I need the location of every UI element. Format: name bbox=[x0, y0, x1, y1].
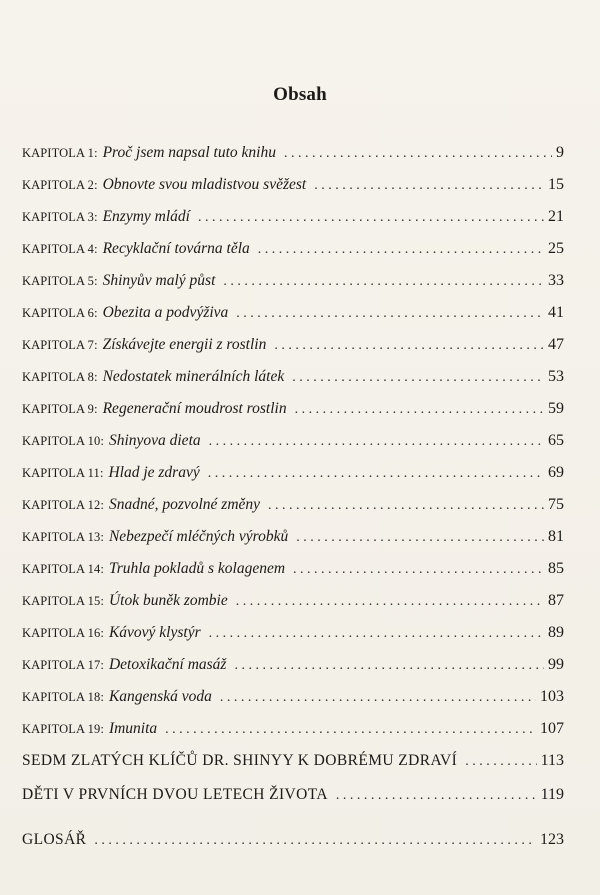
leader-dots bbox=[208, 466, 544, 482]
chapter-title: Získávejte energii z rostlin bbox=[102, 336, 267, 353]
leader-dots bbox=[258, 242, 544, 258]
chapter-label: KAPITOLA 19 bbox=[22, 722, 101, 736]
leader-dots bbox=[292, 370, 544, 386]
toc-entry: KAPITOLA 11 : Hlad je zdravý . . . 69 bbox=[22, 464, 564, 494]
page-number: 33 bbox=[548, 272, 564, 289]
page-number: 47 bbox=[548, 336, 564, 353]
page-number: 119 bbox=[540, 786, 564, 803]
chapter-title: Kávový klystýr bbox=[108, 624, 201, 641]
leader-dots bbox=[296, 530, 544, 546]
chapter-label: KAPITOLA 16 bbox=[22, 626, 101, 640]
toc-entry: KAPITOLA 6 : Obezita a podvýživa . . . 41 bbox=[22, 304, 564, 334]
chapter-title: Kangenská voda bbox=[108, 688, 212, 705]
toc-entry: KAPITOLA 4 : Recyklační továrna těla . . . 25 bbox=[22, 240, 564, 270]
chapter-label: KAPITOLA 8 bbox=[22, 370, 94, 384]
chapter-title: Imunita bbox=[108, 720, 158, 737]
toc-entry: KAPITOLA 17 : Detoxikační masáž . . . 99 bbox=[22, 656, 564, 686]
chapter-label: KAPITOLA 15 bbox=[22, 594, 101, 608]
page-number: 59 bbox=[548, 400, 564, 417]
page-number: 87 bbox=[548, 592, 564, 609]
chapter-label: KAPITOLA 12 bbox=[22, 498, 101, 512]
page-number: 9 bbox=[556, 144, 564, 161]
toc-entry: KAPITOLA 12 : Snadné, pozvolné změny . . . 75 bbox=[22, 496, 564, 526]
chapter-title: Obnovte svou mladistvou svěžest bbox=[102, 176, 307, 193]
leader-dots bbox=[236, 306, 544, 322]
leader-dots bbox=[198, 210, 544, 226]
page-title: Obsah bbox=[273, 84, 327, 105]
leader-dots bbox=[274, 338, 544, 354]
chapter-label: KAPITOLA 2 bbox=[22, 178, 94, 192]
toc-entry: KAPITOLA 15 : Útok buněk zombie . . . 87 bbox=[22, 592, 564, 622]
toc-entry bbox=[22, 786, 564, 816]
page-number: 107 bbox=[540, 720, 564, 737]
page-number: 41 bbox=[548, 304, 564, 321]
leader-dots bbox=[220, 690, 536, 706]
page-number: 113 bbox=[540, 752, 564, 769]
chapter-label: KAPITOLA 13 bbox=[22, 530, 101, 544]
page-number: 21 bbox=[548, 208, 564, 225]
toc-entry bbox=[22, 752, 564, 782]
leader-dots bbox=[234, 658, 544, 674]
leader-dots bbox=[209, 626, 544, 642]
chapter-title: Detoxikační masáž bbox=[108, 656, 227, 673]
chapter-title: Enzymy mládí bbox=[102, 208, 190, 225]
section-title: SEDM ZLATÝCH KLÍČŮ DR. SHINYY K DOBRÉMU ZDRAVÍ bbox=[22, 752, 458, 769]
chapter-title: Regenerační moudrost rostlin bbox=[102, 400, 287, 417]
leader-dots bbox=[314, 178, 544, 194]
chapter-title: Recyklační továrna těla bbox=[102, 240, 250, 257]
leader-dots bbox=[284, 146, 552, 162]
page-number: 65 bbox=[548, 432, 564, 449]
leader-dots bbox=[293, 562, 544, 578]
toc-entry: KAPITOLA 1 : Proč jsem napsal tuto knihu . . . 9 bbox=[22, 144, 564, 174]
page-number: 99 bbox=[548, 656, 564, 673]
page-number: 25 bbox=[548, 240, 564, 257]
page-number: 85 bbox=[548, 560, 564, 577]
page-number: 123 bbox=[540, 831, 564, 848]
chapter-title: Nedostatek minerálních látek bbox=[102, 368, 285, 385]
page-number: 15 bbox=[548, 176, 564, 193]
toc-entry bbox=[22, 831, 564, 861]
chapter-label: KAPITOLA 3 bbox=[22, 210, 94, 224]
page-number: 103 bbox=[540, 688, 564, 705]
chapter-label: KAPITOLA 7 bbox=[22, 338, 94, 352]
leader-dots bbox=[94, 833, 536, 849]
leader-dots bbox=[465, 754, 536, 770]
leader-dots bbox=[165, 722, 536, 738]
page-number: 69 bbox=[548, 464, 564, 481]
chapter-title: Shinyova dieta bbox=[108, 432, 201, 449]
page-number: 75 bbox=[548, 496, 564, 513]
chapter-title: Hlad je zdravý bbox=[108, 464, 200, 481]
toc-entry: KAPITOLA 7 : Získávejte energii z rostlin . . . 47 bbox=[22, 336, 564, 366]
chapter-label: KAPITOLA 4 bbox=[22, 242, 94, 256]
chapter-label: KAPITOLA 5 bbox=[22, 274, 94, 288]
chapter-title: Shinyův malý půst bbox=[102, 272, 216, 289]
chapter-title: Nebezpečí mléčných výrobků bbox=[108, 528, 289, 545]
chapter-label: KAPITOLA 1 bbox=[22, 146, 94, 160]
leader-dots bbox=[209, 434, 544, 450]
chapter-title: Truhla pokladů s kolagenem bbox=[108, 560, 286, 577]
chapter-title: Obezita a podvýživa bbox=[102, 304, 229, 321]
chapter-label: KAPITOLA 17 bbox=[22, 658, 101, 672]
leader-dots bbox=[268, 498, 544, 514]
toc-entry: KAPITOLA 18 : Kangenská voda . . . 103 bbox=[22, 688, 564, 718]
toc-entry: KAPITOLA 10 : Shinyova dieta . . . 65 bbox=[22, 432, 564, 462]
chapter-label: KAPITOLA 18 bbox=[22, 690, 101, 704]
toc-entry: KAPITOLA 14 : Truhla pokladů s kolagenem . . . 85 bbox=[22, 560, 564, 590]
chapter-title: Útok buněk zombie bbox=[108, 592, 228, 609]
leader-dots bbox=[336, 788, 537, 804]
toc-entry: KAPITOLA 13 : Nebezpečí mléčných výrobků . . . 81 bbox=[22, 528, 564, 558]
chapter-label: KAPITOLA 9 bbox=[22, 402, 94, 416]
toc-entry: KAPITOLA 5 : Shinyův malý půst . . . 33 bbox=[22, 272, 564, 302]
chapter-label: KAPITOLA 14 bbox=[22, 562, 101, 576]
chapter-title: Proč jsem napsal tuto knihu bbox=[102, 144, 276, 161]
toc-entry: KAPITOLA 8 : Nedostatek minerálních látek . . . 53 bbox=[22, 368, 564, 398]
chapter-label: KAPITOLA 11 bbox=[22, 466, 100, 480]
toc-entry: KAPITOLA 3 : Enzymy mládí . . . 21 bbox=[22, 208, 564, 238]
page-number: 53 bbox=[548, 368, 564, 385]
leader-dots bbox=[223, 274, 544, 290]
leader-dots bbox=[236, 594, 544, 610]
chapter-label: KAPITOLA 6 bbox=[22, 306, 94, 320]
toc-entry: KAPITOLA 2 : Obnovte svou mladistvou svěžest . . . 15 bbox=[22, 176, 564, 206]
section-title: DĚTI V PRVNÍCH DVOU LETECH ŽIVOTA bbox=[22, 786, 328, 803]
page-number: 89 bbox=[548, 624, 564, 641]
chapter-title: Snadné, pozvolné změny bbox=[108, 496, 261, 513]
toc-entry: KAPITOLA 19 : Imunita . . . 107 bbox=[22, 720, 564, 750]
page-number: 81 bbox=[548, 528, 564, 545]
chapter-label: KAPITOLA 10 bbox=[22, 434, 101, 448]
toc-entry: KAPITOLA 16 : Kávový klystýr . . . 89 bbox=[22, 624, 564, 654]
section-title: GLOSÁŘ bbox=[22, 831, 87, 848]
toc-entry: KAPITOLA 9 : Regenerační moudrost rostlin . . . 59 bbox=[22, 400, 564, 430]
leader-dots bbox=[295, 402, 544, 418]
